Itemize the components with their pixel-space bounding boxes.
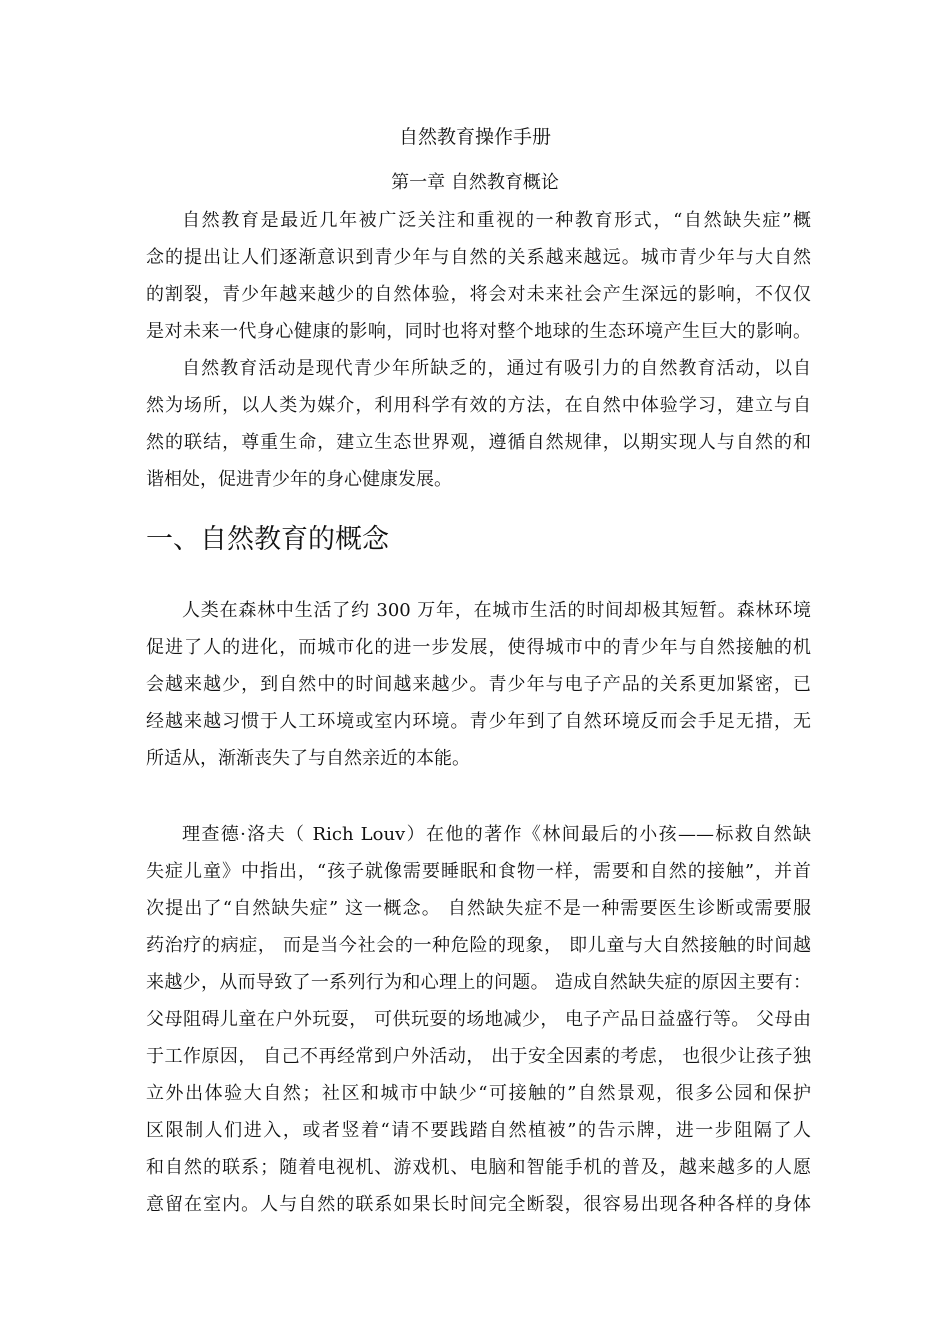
paragraph-line: 自然教育是最近几年被广泛关注和重视的一种教育形式，“自然缺失症”概 <box>182 210 811 231</box>
paragraph-line: 父母阻碍儿童在户外玩耍， 可供玩耍的场地减少， 电子产品日益盛行等。 父母由 <box>146 1009 811 1030</box>
paragraph-line: 失症儿童》中指出，“孩子就像需要睡眠和食物一样，需要和自然的接触”，并首 <box>146 861 811 882</box>
paragraph-line: 谐相处，促进青少年的身心健康发展。 <box>146 469 452 490</box>
paragraph-line: 于工作原因， 自己不再经常到户外活动， 出于安全因素的考虑， 也很少让孩子独 <box>146 1046 811 1067</box>
paragraph-line: 是对未来一代身心健康的影响，同时也将对整个地球的生态环境产生巨大的影响。 <box>146 321 811 342</box>
paragraph-line: 的割裂，青少年越来越少的自然体验，将会对未来社会产生深远的影响，不仅仅 <box>146 284 811 305</box>
paragraph-line: 然的联结，尊重生命，建立生态世界观，遵循自然规律，以期实现人与自然的和 <box>146 432 811 453</box>
paragraph-line: 念的提出让人们逐渐意识到青少年与自然的关系越来越远。城市青少年与大自然 <box>146 247 811 268</box>
paragraph-line: 经越来越习惯于人工环境或室内环境。青少年到了自然环境反而会手足无措，无 <box>146 711 811 732</box>
paragraph-line: 次提出了“自然缺失症” 这一概念。 自然缺失症不是一种需要医生诊断或需要服 <box>146 898 811 919</box>
paragraph-line: 立外出体验大自然；社区和城市中缺少“可接触的”自然景观，很多公园和保护 <box>146 1083 811 1104</box>
paragraph-line: 理查德·洛夫（ Rich Louv）在他的著作《林间最后的小孩——标救自然缺 <box>182 824 811 845</box>
paragraph-line: 和自然的联系；随着电视机、游戏机、电脑和智能手机的普及，越来越多的人愿 <box>146 1157 811 1178</box>
paragraph-line: 然为场所，以人类为媒介，利用科学有效的方法，在自然中体验学习，建立与自 <box>146 395 811 416</box>
paragraph-line: 意留在室内。人与自然的联系如果长时间完全断裂，很容易出现各种各样的身体 <box>146 1194 811 1215</box>
paragraph-line: 所适从，渐渐丧失了与自然亲近的本能。 <box>146 748 470 769</box>
chapter-title: 第一章 自然教育概论 <box>391 172 559 193</box>
paragraph-line: 人类在森林中生活了约 300 万年，在城市生活的时间却极其短暂。森林环境 <box>182 600 811 621</box>
paragraph-line: 自然教育活动是现代青少年所缺乏的，通过有吸引力的自然教育活动，以自 <box>182 358 811 379</box>
section-heading: 一、自然教育的概念 <box>146 524 389 555</box>
document-title: 自然教育操作手册 <box>398 126 551 148</box>
paragraph-line: 药治疗的病症， 而是当今社会的一种危险的现象， 即儿童与大自然接触的时间越 <box>146 935 811 956</box>
paragraph-line: 来越少，从而导致了一系列行为和心理上的问题。 造成自然缺失症的原因主要有： <box>146 972 811 993</box>
paragraph-line: 会越来越少，到自然中的时间越来越少。青少年与电子产品的关系更加紧密，已 <box>146 674 811 695</box>
paragraph-line: 区限制人们进入，或者竖着“请不要践踏自然植被”的告示牌，进一步阻隔了人 <box>146 1120 811 1141</box>
paragraph-line: 促进了人的进化，而城市化的进一步发展，使得城市中的青少年与自然接触的机 <box>146 637 811 658</box>
